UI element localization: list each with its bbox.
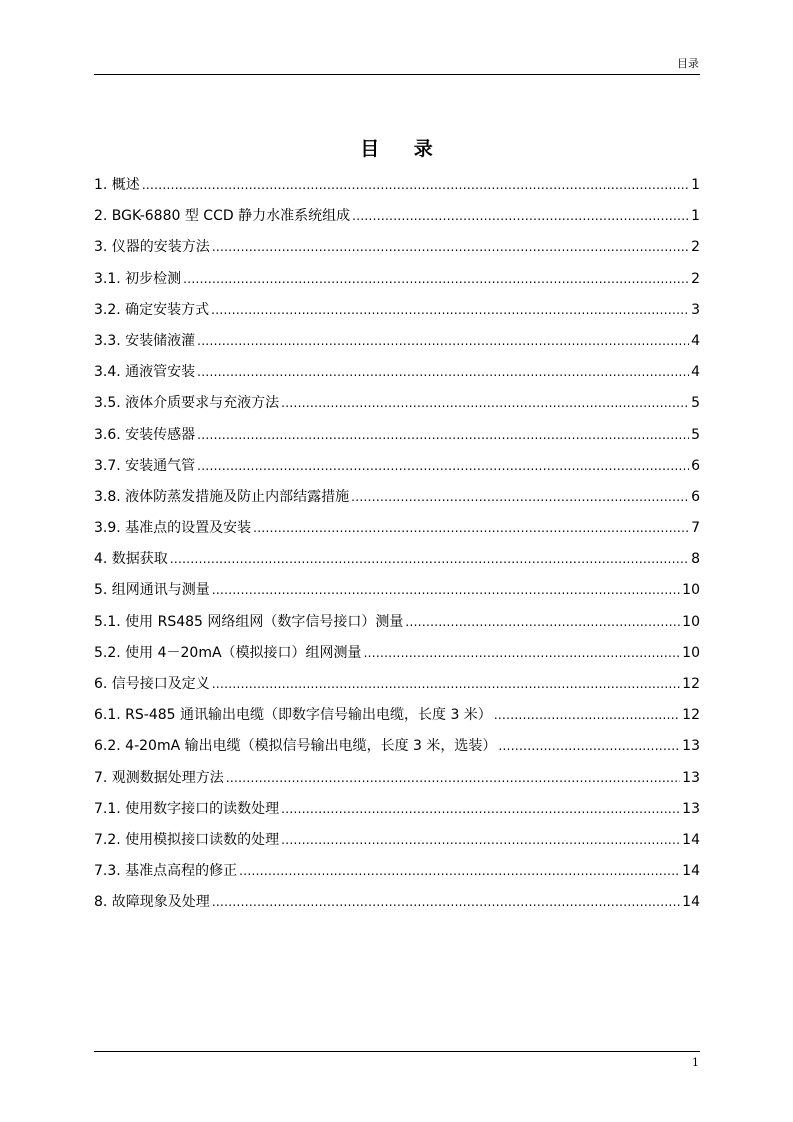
toc-entry-page-number: 5	[691, 426, 700, 443]
toc-dot-leader	[405, 612, 680, 632]
toc-entry-page-number: 12	[682, 707, 700, 724]
toc-entry[interactable]	[94, 705, 700, 736]
toc-dot-leader	[253, 518, 689, 538]
toc-dot-leader	[197, 362, 689, 382]
toc-entry-label: 3. 仪器的安装方法	[94, 239, 210, 256]
toc-dot-leader	[170, 549, 689, 569]
toc-entry-page-number: 13	[682, 738, 700, 755]
toc-entry-label: 7.2. 使用模拟接口读数的处理	[94, 831, 280, 848]
toc-entry[interactable]	[94, 549, 700, 580]
toc-entry-page-number: 8	[691, 551, 700, 568]
toc-dot-leader	[212, 892, 680, 912]
toc-entry[interactable]	[94, 612, 700, 643]
toc-entry[interactable]	[94, 487, 700, 518]
toc-entry[interactable]	[94, 736, 700, 767]
toc-entry-page-number: 10	[682, 582, 700, 599]
toc-entry-page-number: 14	[682, 894, 700, 911]
toc-entry-label: 5. 组网通讯与测量	[94, 582, 210, 599]
toc-entry-page-number: 13	[682, 769, 700, 786]
toc-entry-page-number: 10	[682, 613, 700, 630]
toc-entry-page-number: 2	[691, 239, 700, 256]
toc-entry-label: 3.9. 基准点的设置及安装	[94, 520, 252, 537]
page-title: 目 录	[360, 138, 447, 160]
toc-entry-label: 7. 观测数据处理方法	[94, 769, 224, 786]
toc-entry[interactable]	[94, 674, 700, 705]
toc-dot-leader	[183, 269, 689, 289]
toc-entry[interactable]	[94, 518, 700, 549]
toc-entry-page-number: 1	[691, 177, 700, 193]
toc-entry-label: 3.2. 确定安装方式	[94, 301, 210, 318]
toc-entry-label: 3.3. 安装储液灌	[94, 332, 196, 349]
toc-entry[interactable]	[94, 830, 700, 861]
toc-entry-label: 1. 概述	[94, 177, 140, 193]
toc-dot-leader	[197, 331, 689, 351]
toc-entry[interactable]	[94, 206, 700, 237]
toc-entry-label: 3.6. 安装传感器	[94, 426, 196, 443]
toc-dot-leader	[142, 175, 689, 195]
toc-dot-leader	[281, 799, 680, 819]
toc-entry-label: 3.7. 安装通气管	[94, 457, 196, 474]
toc-entry-page-number: 6	[691, 488, 700, 505]
toc-dot-leader	[352, 206, 689, 226]
toc-entry-page-number: 14	[682, 863, 700, 880]
toc-entry-label: 5.1. 使用 RS485 网络组网（数字信号接口）测量	[94, 613, 404, 630]
toc-entry-label: 6. 信号接口及定义	[94, 676, 210, 692]
toc-entry-label: 2. BGK-6880 型 CCD 静力水准系统组成	[94, 208, 351, 225]
toc-dot-leader	[351, 487, 689, 507]
toc-entry-page-number: 3	[691, 301, 700, 318]
toc-entry[interactable]	[94, 331, 700, 362]
toc-entry-page-number: 6	[691, 457, 700, 474]
toc-entry-label: 6.2. 4-20mA 输出电缆（模拟信号输出电缆，长度 3 米，选装）	[94, 738, 497, 755]
toc-entry[interactable]	[94, 300, 700, 331]
toc-entry-label: 4. 数据获取	[94, 551, 168, 568]
toc-dot-leader	[498, 736, 680, 756]
toc-entry-label: 7.3. 基准点高程的修正	[94, 863, 238, 880]
toc-dot-leader	[226, 768, 680, 788]
toc-entry-label: 3.4. 通液管安装	[94, 364, 196, 381]
toc-entry[interactable]	[94, 861, 700, 892]
toc-dot-leader	[239, 861, 680, 881]
toc-dot-leader	[281, 830, 680, 850]
toc-entry-label: 6.1. RS-485 通讯输出电缆（即数字信号输出电缆，长度 3 米）	[94, 707, 492, 724]
toc-entry[interactable]	[94, 768, 700, 799]
toc-entry-label: 3.1. 初步检测	[94, 270, 182, 287]
toc-entry[interactable]	[94, 425, 700, 456]
toc-dot-leader	[364, 643, 681, 663]
toc-entry-page-number: 5	[691, 395, 700, 412]
toc-entry[interactable]	[94, 269, 700, 300]
toc-entry[interactable]	[94, 237, 700, 268]
toc-entry[interactable]	[94, 362, 700, 393]
toc-dot-leader	[211, 300, 689, 320]
toc-entry[interactable]	[94, 643, 700, 674]
toc-dot-leader	[197, 425, 689, 445]
toc-entry-label: 3.8. 液体防蒸发措施及防止内部结露措施	[94, 488, 350, 505]
toc-dot-leader	[197, 456, 689, 476]
toc-dot-leader	[212, 580, 680, 600]
toc-entry-page-number: 4	[691, 364, 700, 381]
toc-entry[interactable]	[94, 799, 700, 830]
toc-entry[interactable]	[94, 175, 700, 206]
header-rule	[94, 74, 700, 75]
toc-entry-page-number: 14	[682, 831, 700, 848]
toc-dot-leader	[212, 237, 689, 257]
toc-entry-label: 7.1. 使用数字接口的读数处理	[94, 800, 280, 817]
toc-entry[interactable]	[94, 456, 700, 487]
toc-entry-label: 5.2. 使用 4－20mA（模拟接口）组网测量	[94, 644, 362, 661]
toc-entry[interactable]	[94, 892, 700, 923]
toc-entry-page-number: 12	[682, 676, 700, 692]
toc-entry[interactable]	[94, 393, 700, 424]
toc-dot-leader	[281, 393, 689, 413]
toc-entry-page-number: 10	[682, 644, 700, 661]
toc-dot-leader	[494, 705, 680, 725]
toc-entry-page-number: 13	[682, 800, 700, 817]
toc-entry-page-number: 7	[691, 520, 700, 537]
toc-entry-label: 3.5. 液体介质要求与充液方法	[94, 395, 280, 412]
toc-entry-page-number: 2	[691, 270, 700, 287]
header-section-label: 目录	[677, 57, 699, 70]
footer-page-number: 1	[692, 1056, 699, 1069]
footer-rule	[94, 1051, 700, 1052]
toc-dot-leader	[212, 674, 680, 694]
toc-entry[interactable]	[94, 580, 700, 611]
toc-entry-label: 8. 故障现象及处理	[94, 894, 210, 911]
toc-entry-page-number: 1	[691, 208, 700, 225]
toc-entry-page-number: 4	[691, 332, 700, 349]
table-of-contents	[94, 175, 700, 924]
